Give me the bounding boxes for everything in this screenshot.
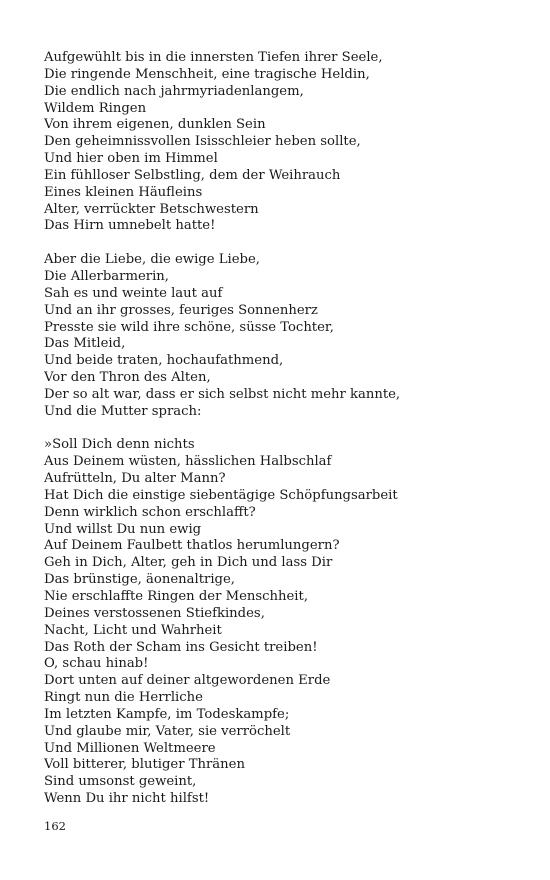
poem-line: Den geheimnissvollen Isisschleier heben sollte, [44,134,361,150]
poem-line: Und beide traten, hochaufathmend, [44,353,284,369]
poem-line: Voll bitterer, blutiger Thränen [44,757,245,773]
poem-line: Und hier oben im Himmel [44,151,218,167]
poem-line: Im letzten Kampfe, im Todeskampfe; [44,706,290,722]
poem-line: Nie erschlaffte Ringen der Menschheit, [44,589,309,604]
poem-line: Und an ihr grosses, feuriges Sonnenherz [44,302,318,318]
poem-line: Deines verstossenen Stiefkindes, [44,605,265,621]
poem-line: Denn wirklich schon erschlafft? [44,504,256,520]
poem-line: Ein fühlloser Selbstling, dem der Weihrauch [44,167,341,183]
poem-line: Wenn Du ihr nicht hilfst! [44,791,210,807]
poem-line: Und die Mutter sprach: [44,403,202,419]
poem-line: Aus Deinem wüsten, hässlichen Halbschlaf [44,454,332,470]
poem-line: Aufgewühlt bis in die innersten Tiefen ihrer Seele, [44,50,383,65]
stanza [44,252,514,420]
poem-line: Und glaube mir, Vater, sie verröchelt [44,723,291,739]
poem-line: Das Roth der Scham ins Gesicht treiben! [44,639,318,655]
poem-text [44,50,514,808]
poem-line: Die endlich nach jahrmyriadenlangem, [44,83,304,99]
poem-line: Eines kleinen Häufleins [44,184,203,200]
poem-line: Aufrütteln, Du alter Mann? [44,471,226,487]
poem-line: Von ihrem eigenen, dunklen Sein [44,117,266,133]
poem-line: »Soll Dich denn nichts [44,437,195,453]
poem-line: Vor den Thron des Alten, [44,370,211,386]
poem-line: Ringt nun die Herrliche [44,690,203,706]
poem-line: Aber die Liebe, die ewige Liebe, [44,252,260,268]
poem-line: Presste sie wild ihre schöne, süsse Tochter, [44,319,334,335]
stanza [44,50,514,235]
poem-line: Das Mitleid, [44,336,126,352]
poem-line: Nacht, Licht und Wahrheit [44,622,222,638]
poem-line: Auf Deinem Faulbett thatlos herumlungern? [44,538,340,554]
page-number: 162 [44,819,66,833]
poem-line: Und willst Du nun ewig [44,521,202,537]
poem-line: Dort unten auf deiner altgewordenen Erde [44,673,331,689]
poem-line: Und Millionen Weltmeere [44,740,216,756]
poem-line: Das Hirn umnebelt hatte! [44,218,216,234]
poem-line: Alter, verrückter Betschwestern [44,201,259,217]
poem-line: Geh in Dich, Alter, geh in Dich und lass Dir [44,555,333,571]
poem-line: Sah es und weinte laut auf [44,285,223,301]
poem-line: O, schau hinab! [44,656,149,672]
poem-line: Hat Dich die einstige siebentägige Schöpfungsarbeit [44,487,398,503]
poem-line: Sind umsonst geweint, [44,774,197,790]
poem-line: Die ringende Menschheit, eine tragische Heldin, [44,66,370,82]
poem-line: Die Allerbarmerin, [44,268,169,284]
stanza [44,437,514,808]
poem-line: Wildem Ringen [44,100,147,116]
poem-line: Das brünstige, äonenaltrige, [44,572,235,588]
poem-line: Der so alt war, dass er sich selbst nicht mehr kannte, [44,386,401,402]
